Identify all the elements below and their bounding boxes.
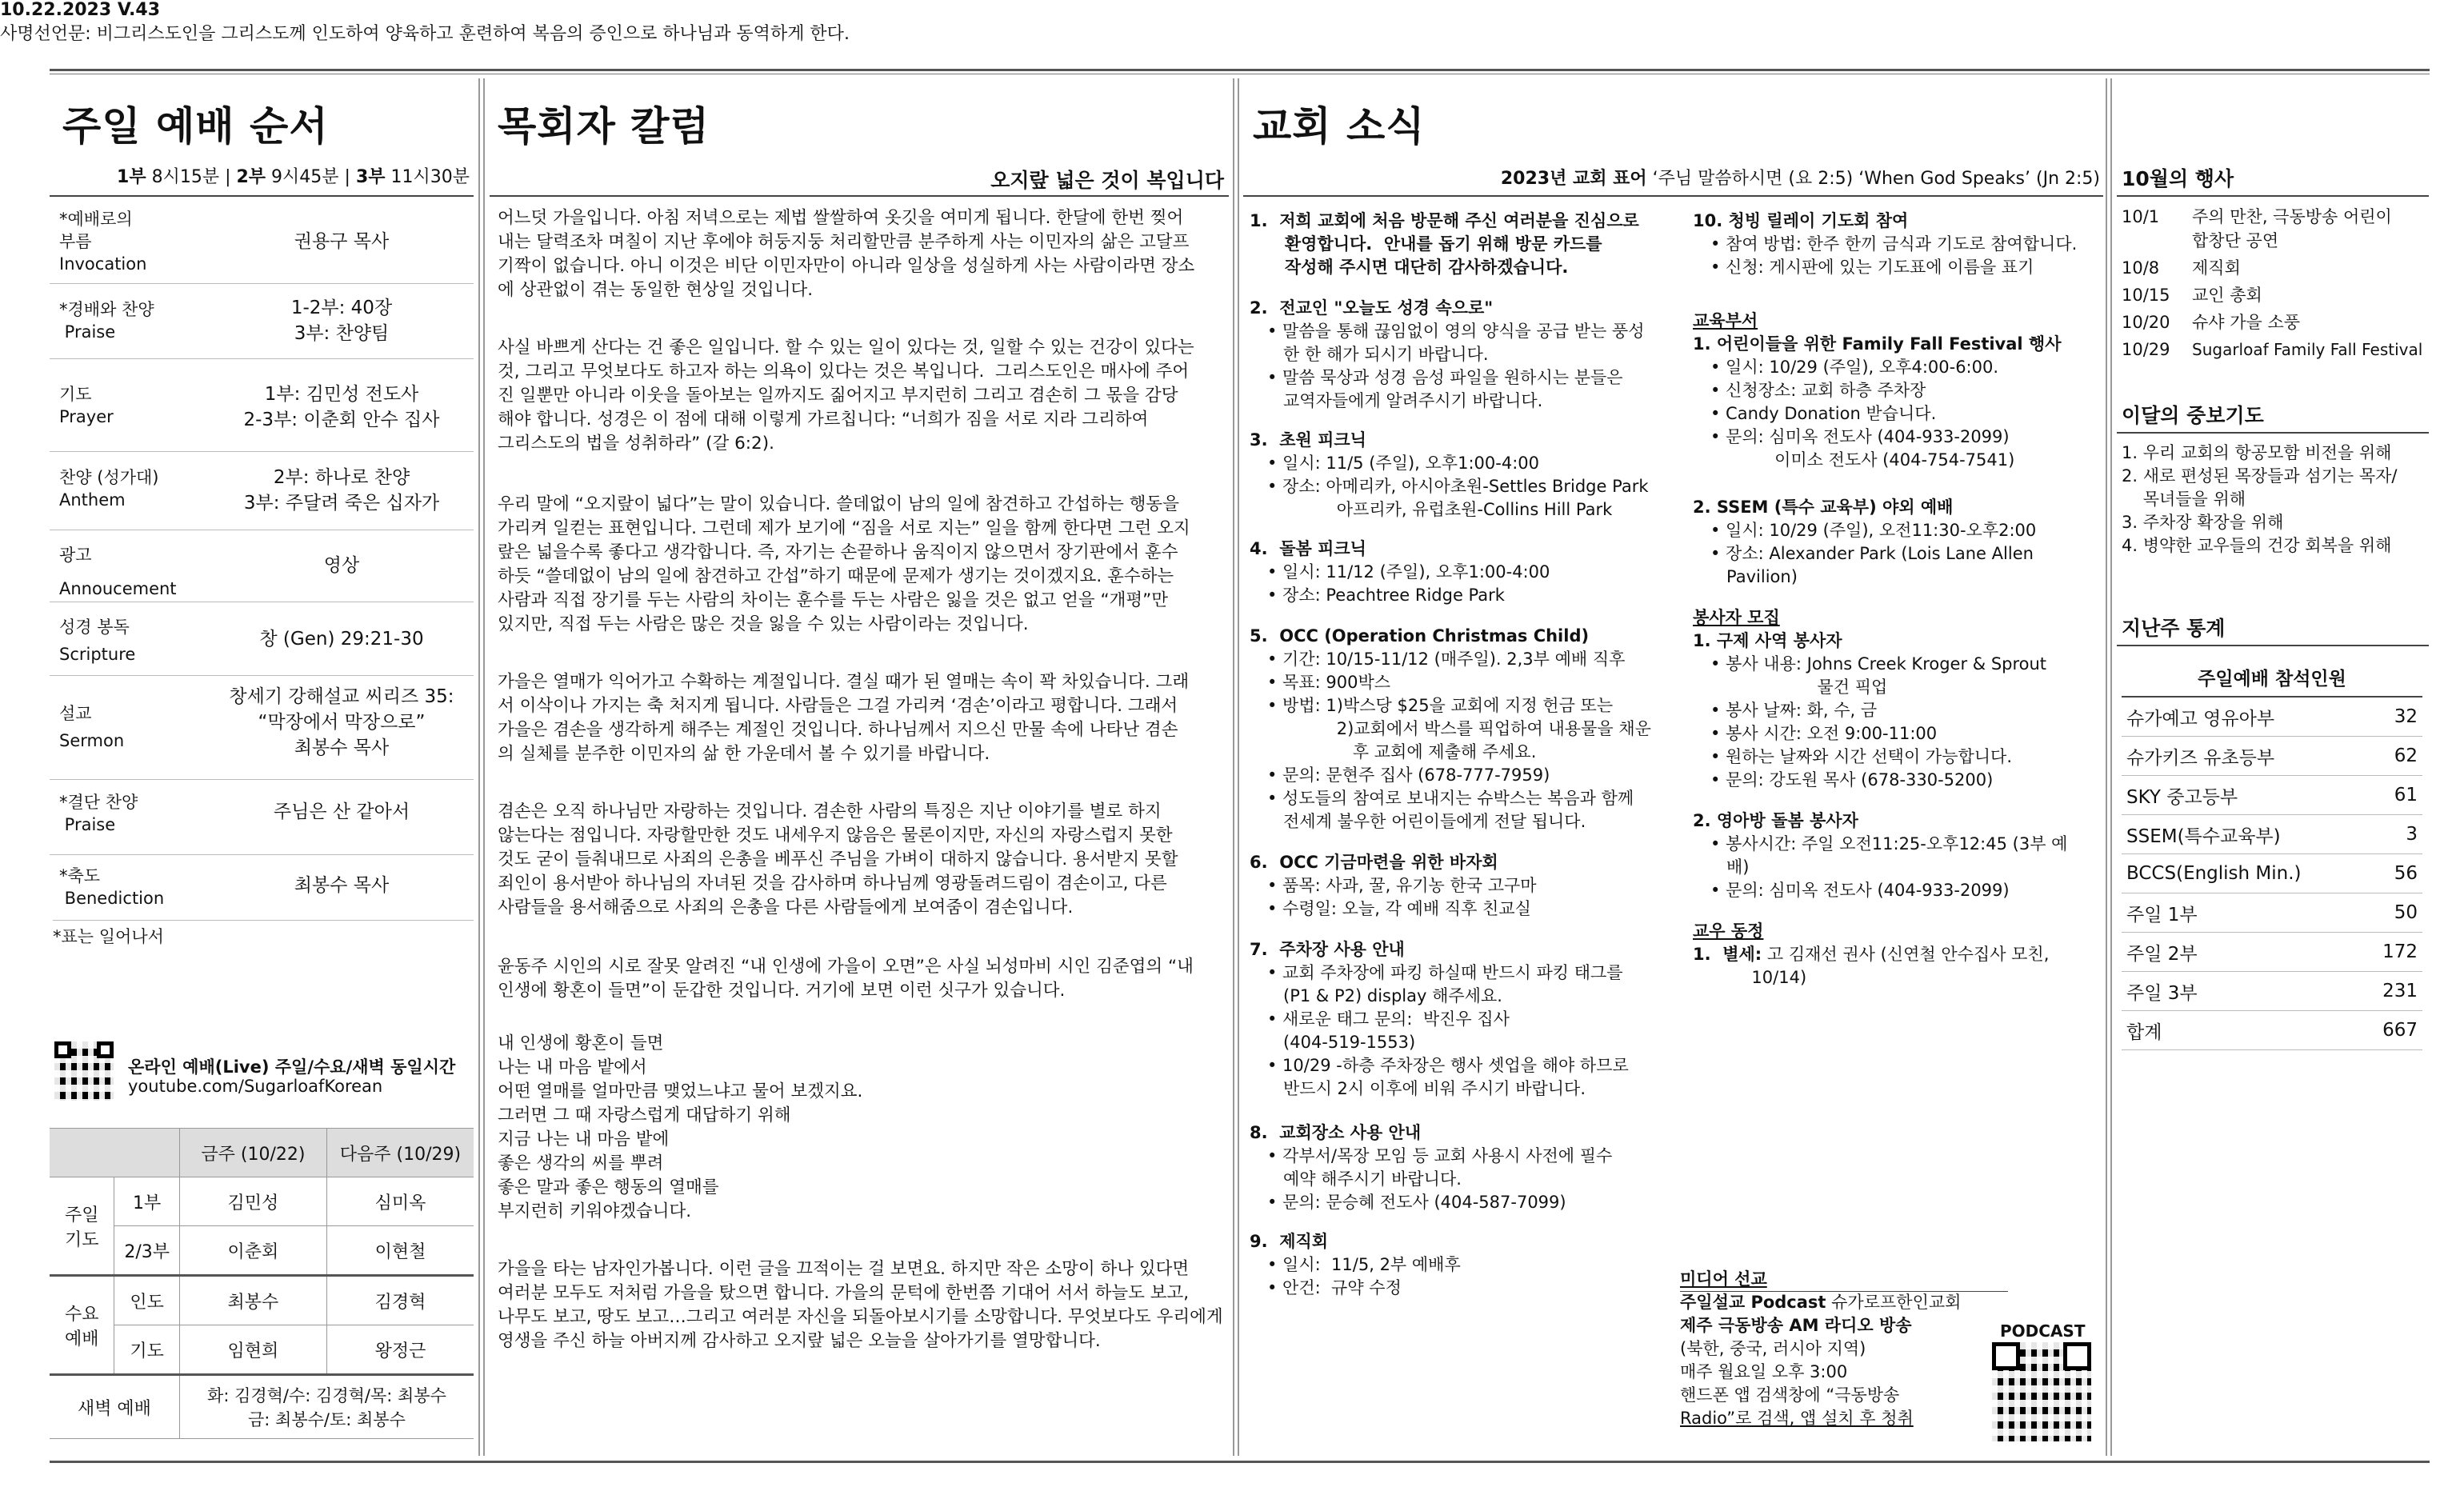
news-item-head: 1. 구제 사역 봉사자 — [1693, 631, 1842, 650]
news-item-head: 7. 주차장 사용 안내 — [1250, 940, 1405, 959]
worship-row-value: 창 (Gen) 29:21-30 — [259, 629, 424, 650]
news-item-head: 9. 제직회 — [1250, 1232, 1329, 1251]
column-rule — [490, 195, 1229, 197]
event-name: 교인 총회 — [2192, 286, 2262, 305]
table-row — [2122, 815, 2422, 854]
news-bullet: • 봉사 날짜: 화, 수, 금 — [1710, 701, 1878, 720]
table-row — [2122, 972, 2422, 1011]
news-bullet: • 품목: 사과, 꿀, 유기농 한국 고구마 — [1267, 876, 1537, 895]
worship-row-label: *경배와 찬양 Praise — [59, 300, 154, 342]
worship-row-sermon — [50, 675, 474, 772]
media-line-bold: 주일설교 Podcast — [1680, 1293, 1826, 1312]
event-row — [2122, 283, 2426, 307]
table-cell: 임현희 — [179, 1325, 326, 1375]
media-line-bold: 제주 극동방송 AM 라디오 방송 — [1680, 1316, 1912, 1335]
news-bullet: • 문의: 심미옥 전도사 (404-933-2099) — [1710, 881, 2010, 900]
news-bullet: • 말씀 묵상과 성경 음성 파일을 원하시는 분들은 교역자들에게 알려주시기 바랍니다. — [1267, 368, 1623, 410]
event-name: 제직회 — [2192, 258, 2241, 278]
prayer-rule — [2117, 432, 2429, 434]
prayer-duty-table — [50, 1128, 474, 1439]
worship-row-value: 1-2부: 40장 3부: 찬양팀 — [290, 298, 393, 344]
table-cell: 기도 — [114, 1325, 179, 1375]
news-right-list — [1693, 210, 2109, 989]
media-line — [1680, 1291, 1961, 1314]
news-bullet: • 신청장소: 교회 하층 주차장 — [1710, 381, 1926, 400]
news-bullet: • 기간: 10/15-11/12 (매주일). 2,3부 예배 직후 — [1267, 650, 1626, 669]
news-bullet: • 일시: 11/5 (주일), 오후1:00-4:00 — [1267, 454, 1539, 473]
news-item-head: 8. 교회장소 사용 안내 — [1250, 1123, 1422, 1142]
event-row — [2122, 338, 2426, 362]
events-list — [2122, 205, 2426, 362]
column-divider-3b — [2110, 78, 2112, 1456]
online-worship-url[interactable]: youtube.com/SugarloafKorean — [128, 1077, 383, 1096]
stats-rule — [2117, 645, 2429, 646]
column-paragraph: 사실 바쁘게 산다는 건 좋은 일입니다. 할 수 있는 일이 있다는 것, 일할 수 있는 건강이 있다는 것, 그리고 무엇보다도 하고자 하는 의욕이 있다는 것은 복입니다. 그리스도인은 매사에 주어 진 일뿐만 아니라 이웃을 돌아보는 일까지도 짊어지고 부지런히 그리고 겸손히 그 몫을 감당 해야 합니다. 성경은 이 점에 대해 이렇게 가르칩니다: “너희가 짐을 서로 지라 그리하여 그리스도의 법을 성취하라” (갈 6:2). — [498, 338, 1194, 454]
table-cell: 왕정근 — [326, 1325, 474, 1375]
media-rule — [1680, 1291, 2008, 1292]
column-paragraph: 가을을 타는 남자인가봅니다. 이런 글을 끄적이는 걸 보면요. 하지만 작은 소망이 하나 있다면 여러분 모두도 저처럼 가을을 탔으면 합니다. 가을의 문턱에 한번쯤 기대어 서서 하늘도 보고, 나무도 보고, 땅도 보고…그리고 여러분 자신을 되돌아보시기를 소망합니다. 무엇보다도 우리에게 영생을 주신 하늘 아버지께 감사하고 오지랖 넓은 오늘을 살아가기를 열망합니다. — [498, 1259, 1223, 1351]
stats-label: SKY 중고등부 — [2122, 776, 2367, 815]
table-cell: 이현철 — [326, 1226, 474, 1276]
column-divider-1 — [478, 78, 480, 1456]
column-divider-2b — [1238, 78, 1239, 1456]
table-cell: 심미옥 — [326, 1177, 474, 1226]
table-group-label: 수요 예배 — [50, 1276, 114, 1375]
obituary-item — [1693, 943, 2109, 989]
news-item-head: 1. 어린이들을 위한 Family Fall Festival 행사 — [1693, 334, 2062, 354]
media-line-text: 슈가로프한인교회 — [1826, 1293, 1962, 1312]
standing-note: *표는 일어나서 — [53, 920, 474, 948]
stats-value: 231 — [2367, 972, 2422, 1011]
stats-value: 50 — [2367, 893, 2422, 933]
news-bullet: • 목표: 900박스 — [1267, 673, 1391, 692]
bulletin-date: 10.22.2023 V.43 — [0, 0, 160, 20]
media-line: (북한, 중국, 러시아 지역) — [1680, 1339, 1866, 1358]
mission-statement: 사명선언문: 비그리스도인을 그리스도께 인도하여 양육하고 훈련하여 복음의 증인으로 하나님과 동역하게 한다. — [0, 24, 850, 44]
table-row — [2122, 737, 2422, 776]
column-paragraph: 겸손은 오직 하나님만 자랑하는 것입니다. 겸손한 사람의 특징은 지난 이야기를 별로 하지 않는다는 점입니다. 자랑할만한 것도 내세우지 않음은 물론이지만, 자신의 자랑스럽지 못한 것도 굳이 들춰내므로 사죄의 은총을 베푸신 주님을 가벼이 대하지 않습니다. 용서받지 못할 죄인이 용서받아 하나님의 자녀된 것을 감사하며 하나님께 영광돌려드림이 겸손이고, 다른 사람들을 용서해줌으로 사죄의 은총을 다른 사람들에게 보여줌이 겸손입니다. — [498, 801, 1178, 917]
news-item-head: 2. SSEM (특수 교육부) 야외 예배 — [1693, 498, 1954, 517]
news-bullet: • 각부서/목장 모임 등 교회 사용시 사전에 필수 예약 해주시기 바랍니다. — [1267, 1146, 1613, 1189]
media-line: 핸드폰 앱 검색창에 “극동방송 — [1680, 1385, 1900, 1405]
worship-row-closing-praise — [50, 779, 474, 847]
podcast-label: PODCAST — [2000, 1321, 2086, 1341]
news-bullet: • 일시: 10/29 (주일), 오후4:00-6:00. — [1710, 358, 1999, 377]
event-date: 10/8 — [2122, 258, 2160, 278]
news-bullet: • 문의: 문승혜 전도사 (404-587-7099) — [1267, 1193, 1566, 1212]
table-row — [2122, 854, 2422, 893]
news-bullet: • 장소: Alexander Park (Lois Lane Allen Pavilion) — [1710, 544, 2034, 586]
news-bullet: • 문의: 강도원 목사 (678-330-5200) — [1710, 770, 1994, 789]
worship-title: 주일 예배 순서 — [62, 103, 329, 150]
table-header: 금주 (10/22) — [179, 1129, 326, 1177]
obituary-label: 1. 별세: — [1693, 945, 1762, 964]
news-bullet: • 장소: Peachtree Ridge Park — [1267, 586, 1505, 605]
stats-label: BCCS(English Min.) — [2122, 854, 2367, 893]
media-mission — [1680, 1268, 1961, 1430]
time-label-3: 3부 — [355, 167, 386, 187]
news-item-head: 2. 영아방 돌봄 봉사자 — [1693, 811, 1858, 830]
column-paragraph: 어느덧 가을입니다. 아침 저녁으로는 제법 쌀쌀하여 옷깃을 여미게 됩니다. 한달에 한번 찢어 내는 달력조차 며칠이 지난 후에야 허둥지둥 처리할만큼 분주하게 사는 이민자의 삶은 고달프 기짝이 없습니다. 아니 이것은 비단 이민자만이 아니라 일상을 성실하게 사는 사람이라면 장소 에 상관없이 겪는 동일한 현상일 것입니다. — [498, 208, 1195, 300]
event-name: 슈샤 가을 소풍 — [2192, 313, 2301, 332]
table-row — [2122, 776, 2422, 815]
worship-row-label: 기도 Prayer — [59, 385, 114, 426]
column-divider-1b — [483, 78, 485, 1456]
stats-value: 62 — [2367, 737, 2422, 776]
event-date: 10/15 — [2122, 286, 2170, 305]
news-bullet: • 방법: 1)박스당 $25을 교회에 지정 헌금 또는 2)교회에서 박스를 픽업하여 내용물을 채운 후 교회에 제출해 주세요. — [1267, 696, 1651, 761]
table-row — [2122, 893, 2422, 933]
news-bullet: • 봉사 시간: 오전 9:00-11:00 — [1710, 724, 1938, 743]
column-poem: 내 인생에 황혼이 들면 나는 내 마음 밭에서 어떤 열매를 얼마만큼 맺었느냐고 물어 보겠지요. 그러면 그 때 자랑스럽게 대답하기 위해 지금 나는 내 마음 밭에 좋은 생각의 씨를 뿌려 좋은 말과 좋은 행동의 열매를 부지런히 키워야겠습니다. — [498, 1033, 863, 1221]
table-group-label: 주일 기도 — [50, 1177, 114, 1276]
stats-label: 주일 2부 — [2122, 933, 2367, 972]
table-row — [2122, 1011, 2422, 1050]
news-bullet: • 원하는 날짜와 시간 선택이 가능합니다. — [1710, 747, 2013, 766]
news-bullet: • 봉사 내용: Johns Creek Kroger & Sprout 물건 픽업 — [1710, 654, 2047, 697]
news-bullet: • 참여 방법: 한주 한끼 금식과 기도로 참여합니다. — [1710, 234, 2078, 254]
stats-title: 지난주 통계 — [2122, 617, 2226, 640]
worship-row-invocation — [50, 200, 474, 278]
worship-row-value: 창세기 강해설교 씨리즈 35: “막장에서 막장으로” 최봉수 목사 — [229, 686, 454, 758]
worship-row-announcement — [50, 530, 474, 598]
news-bullet: • 일시: 10/29 (주일), 오전11:30-오후2:00 — [1710, 521, 2037, 540]
stats-value: 3 — [2367, 815, 2422, 854]
stats-label: 주일 1부 — [2122, 893, 2367, 933]
stats-value: 172 — [2367, 933, 2422, 972]
news-bullet: • 문의: 문현주 집사 (678-777-7959) — [1267, 765, 1550, 785]
table-cell: 김민성 — [179, 1177, 326, 1226]
worship-row-label: *예배로의 부름 Invocation — [59, 210, 147, 274]
news-item-head: 5. OCC (Operation Christmas Child) — [1250, 626, 1590, 646]
stats-value: 32 — [2367, 698, 2422, 737]
stats-value: 56 — [2367, 854, 2422, 893]
news-bullet: • 새로운 태그 문의: 박진우 집사 (404-519-1553) — [1267, 1009, 1510, 1052]
stats-label: 주일 3부 — [2122, 972, 2367, 1011]
table-corner — [50, 1129, 179, 1177]
online-worship-label: 온라인 예배(Live) 주일/수요/새벽 동일시간 — [128, 1057, 456, 1077]
attendance-table — [2122, 698, 2422, 1050]
event-date: 10/1 — [2122, 207, 2160, 226]
table-row — [2122, 933, 2422, 972]
news-item-head: 6. OCC 기금마련을 위한 바자회 — [1250, 853, 1498, 872]
news-bullet: • Candy Donation 받습니다. — [1710, 404, 1937, 423]
event-row — [2122, 205, 2426, 253]
news-rule — [1243, 195, 2103, 197]
section-heading-volunteers: 봉사자 모집 — [1693, 608, 1780, 627]
table-cell: 1부 — [114, 1177, 179, 1226]
time-value-3: 11시30분 — [385, 167, 470, 187]
worship-row-label: 성경 봉독 Scripture — [59, 618, 136, 664]
news-bullet: • 수령일: 오늘, 각 예배 직후 친교실 — [1267, 899, 1531, 918]
events-title: 10월의 행사 — [2122, 167, 2234, 190]
column-divider-2 — [1233, 78, 1234, 1456]
worship-row-praise — [50, 283, 474, 354]
stats-total-value: 667 — [2367, 1011, 2422, 1050]
section-heading-members: 교우 동정 — [1693, 921, 1764, 941]
time-value-1: 8시15분 | — [146, 167, 237, 187]
news-bullet: • 문의: 심미옥 전도사 (404-933-2099) 이미소 전도사 (404-754-7541) — [1710, 427, 2015, 470]
column-paragraph: 우리 말에 “오지랖이 넓다”는 말이 있습니다. 쓸데없이 남의 일에 참견하고 간섭하는 행동을 가리켜 일컫는 표현입니다. 그런데 제가 보기에 “짐을 서로 지는” 일을 함께 한다면 그런 오지 랖은 넓을수록 좋다고 생각합니다. 즉, 자기는 손끝하나 움직이지 않으면서 장기판에서 훈수 하듯 “쓸데없이 남의 일에 참견하고 간섭”하기 때문에 문제가 생기는 것이겠지요. 훈수하는 사람과 직접 장기를 두는 사람의 차이는 훈수를 두는 사람은 잃을 것은 없고 얻을 “개평”만 있지만, 직접 두는 사람은 많은 것을 잃을 수 있는 사람이라는 것입니다. — [498, 494, 1190, 634]
news-item-head: 1. 저희 교회에 처음 방문해 주신 여러분을 진심으로 환영합니다. 안내를 돕기 위해 방문 카드를 작성해 주시면 대단히 감사하겠습니다. — [1250, 211, 1639, 277]
table-cell: 이춘회 — [179, 1226, 326, 1276]
news-bullet: • 신청: 게시판에 있는 기도표에 이름을 표기 — [1710, 258, 2034, 277]
table-cell: 2/3부 — [114, 1226, 179, 1276]
events-rule — [2117, 195, 2429, 197]
table-cell: 인도 — [114, 1276, 179, 1325]
column-title: 목회자 칼럼 — [498, 103, 710, 150]
time-label-1: 1부 — [117, 167, 146, 187]
section-heading-media: 미디어 선교 — [1680, 1269, 1767, 1289]
time-value-2: 9시45분 | — [266, 167, 356, 187]
stats-label: SSEM(특수교육부) — [2122, 815, 2367, 854]
event-name: 주의 만찬, 극동방송 어린이 합창단 공연 — [2192, 207, 2392, 250]
worship-row-value: 2부: 하나로 찬양 3부: 주달려 죽은 십자가 — [243, 467, 440, 514]
worship-row-value: 영상 — [323, 555, 360, 576]
worship-row-label: 찬양 (성가대) Anthem — [59, 468, 159, 510]
prayer-list: 1. 우리 교회의 항공모함 비전을 위해 2. 새로 편성된 목장들과 섬기는 목자/ 목녀들을 위해 3. 주차장 확장을 위해 4. 병약한 교우들의 건강 회복을 위해 — [2122, 443, 2398, 555]
worship-row-prayer — [50, 358, 474, 430]
stats-label: 슈가예고 영유아부 — [2122, 698, 2367, 737]
worship-row-value: 1부: 김민성 전도사 2-3부: 이춘회 안수 집사 — [243, 384, 440, 430]
table-header: 다음주 (10/29) — [326, 1129, 474, 1177]
news-item-head: 2. 전교인 "오늘도 성경 속으로" — [1250, 298, 1494, 318]
dawn-schedule: 화: 김경혁/수: 김경혁/목: 최봉수 금: 최봉수/토: 최봉수 — [179, 1375, 474, 1439]
time-label-2: 2부 — [236, 167, 266, 187]
stats-label: 슈가키즈 유초등부 — [2122, 737, 2367, 776]
column-paragraph: 가을은 열매가 익어가고 수확하는 계절입니다. 결실 때가 된 열매는 속이 꽉 차있습니다. 그래 서 이삭이나 가지는 축 처지게 됩니다. 사람들은 그걸 가리켜 ‘겸손’이라고 평합니다. 그래서 가을은 겸손을 생각하게 해주는 계절인 것입니다. 하나님께서 지으신 만물 속에 나타난 겸손 의 실체를 분주한 이민자의 삶 한 가운데서 볼 수 있기를 바랍니다. — [498, 672, 1190, 764]
motto-text: ‘주님 말씀하시면 (요 2:5) ‘When God Speaks’ (Jn 2:5) — [1646, 169, 2100, 189]
stats-total-label: 합계 — [2122, 1011, 2367, 1050]
dawn-label: 새벽 예배 — [50, 1375, 179, 1439]
section-heading-education: 교육부서 — [1693, 311, 1758, 330]
table-cell: 김경혁 — [326, 1276, 474, 1325]
news-bullet: • 10/29 -하층 주차장은 행사 셋업을 해야 하므로 반드시 2시 이후에 비워 주시기 바랍니다. — [1267, 1056, 1629, 1098]
table-cell: 최봉수 — [179, 1276, 326, 1325]
worship-row-value: 주님은 산 같아서 — [273, 801, 410, 822]
media-line: Radio”로 검색, 앱 설치 후 청취 — [1680, 1409, 1914, 1428]
news-bullet: • 말씀을 통해 끊임없이 영의 양식을 공급 받는 풍성 한 한 해가 되시기 바랍니다. — [1267, 322, 1645, 364]
event-row — [2122, 310, 2426, 334]
news-title: 교회 소식 — [1253, 103, 1426, 150]
worship-row-benediction — [50, 854, 474, 919]
worship-row-value: 최봉수 목사 — [294, 875, 390, 896]
news-bullet: • 일시: 11/5, 2부 예배후 — [1267, 1255, 1461, 1274]
news-bullet: • 안건: 규약 수정 — [1267, 1278, 1402, 1297]
worship-row-value: 권용구 목사 — [294, 231, 390, 252]
stats-heading: 주일예배 참석인원 — [2198, 669, 2346, 690]
event-date: 10/29 — [2122, 340, 2170, 359]
media-line: 매주 월요일 오후 3:00 — [1680, 1362, 1848, 1381]
bottom-rule — [50, 1461, 2430, 1463]
obituary-text: 고 김재선 권사 (신연철 안수집사 모친, 10/14) — [1751, 945, 2050, 987]
church-motto — [1501, 165, 2100, 190]
event-name: Sugarloaf Family Fall Festival — [2192, 340, 2423, 359]
worship-row-scripture — [50, 602, 474, 668]
worship-row-label: *축도 Benediction — [59, 866, 165, 908]
worship-row-anthem — [50, 451, 474, 522]
news-item-head: 10. 청빙 릴레이 기도회 참여 — [1693, 211, 1909, 230]
media-line — [1680, 1314, 1961, 1337]
news-bullet: • 성도들의 참여로 보내지는 슈박스는 복음과 함께 전세계 불우한 어린이들에게 전달 됩니다. — [1267, 789, 1634, 831]
event-row — [2122, 256, 2426, 280]
youtube-qr-code[interactable] — [54, 1041, 114, 1101]
news-item-head: 4. 돌봄 피크닉 — [1250, 539, 1366, 558]
news-bullet: • 교회 주차장에 파킹 하실때 반드시 파킹 태그를 (P1 & P2) display 해주세요. — [1267, 963, 1623, 1005]
news-bullet: • 장소: 아메리카, 아시아초원-Settles Bridge Park 아프리카, 유럽초원-Collins Hill Park — [1267, 477, 1649, 519]
worship-row-label: 설교 Sermon — [59, 704, 125, 750]
event-date: 10/20 — [2122, 313, 2170, 332]
worship-row-label: *결단 찬양 Praise — [59, 793, 138, 834]
prayer-title: 이달의 중보기도 — [2122, 404, 2264, 427]
table-row — [2122, 698, 2422, 737]
stats-value: 61 — [2367, 776, 2422, 815]
news-item-head: 3. 초원 피크닉 — [1250, 430, 1366, 450]
news-bullet: • 봉사시간: 주일 오전11:25-오후12:45 (3부 예 배) — [1710, 834, 2068, 877]
column-subtitle: 오지랖 넓은 것이 복입니다 — [990, 169, 1224, 192]
top-rule — [50, 69, 2430, 71]
podcast-qr-code[interactable] — [1992, 1342, 2091, 1441]
news-left-list — [1250, 210, 1682, 1300]
motto-label: 2023년 교회 표어 — [1500, 169, 1647, 189]
column-paragraph: 윤동주 시인의 시로 잘못 알려진 “내 인생에 가을이 오면”은 사실 뇌성마비 시인 김준엽의 “내 인생에 황혼이 들면”이 둔갑한 것입니다. 거기에 보면 이런 싯구가 있습니다. — [498, 957, 1194, 1001]
worship-row-label: 광고 Annoucement — [59, 546, 177, 598]
news-bullet: • 일시: 11/12 (주일), 오후1:00-4:00 — [1267, 562, 1550, 582]
service-times — [117, 163, 470, 188]
worship-rule — [50, 195, 474, 197]
